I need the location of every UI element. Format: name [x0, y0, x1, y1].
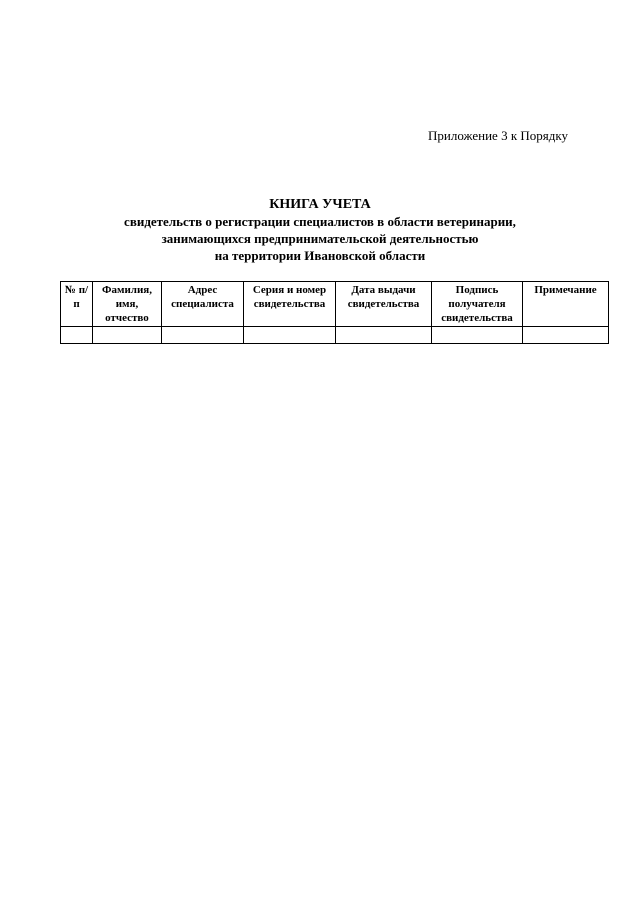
registry-table [60, 281, 609, 344]
column-header-recipient-signature: Подпись получателя свидетельства [432, 282, 523, 327]
table-row [61, 327, 609, 344]
column-header-note: Примечание [523, 282, 609, 327]
document-title-block [0, 196, 640, 264]
document-subtitle-line-2: занимающихся предпринимательской деятельностью [161, 231, 479, 246]
document-title: КНИГА УЧЕТА [269, 197, 371, 212]
table-cell [162, 327, 244, 344]
table-cell [432, 327, 523, 344]
table-cell [523, 327, 609, 344]
appendix-label: Приложение 3 к Порядку [428, 128, 568, 143]
document-subtitle-line-1: свидетельств о регистрации специалистов в области ветеринарии, [124, 214, 516, 229]
table-header-row [61, 282, 609, 327]
table-cell [244, 327, 336, 344]
column-header-number: № п/п [61, 282, 93, 327]
table-cell [61, 327, 93, 344]
column-header-issue-date: Дата выдачи свидетельства [336, 282, 432, 327]
column-header-address: Адрес специалиста [162, 282, 244, 327]
table-cell [336, 327, 432, 344]
table-cell [93, 327, 162, 344]
column-header-full-name: Фамилия, имя, отчество [93, 282, 162, 327]
column-header-certificate-series-number: Серия и номер свидетельства [244, 282, 336, 327]
document-subtitle-line-3: на территории Ивановской области [214, 248, 426, 263]
